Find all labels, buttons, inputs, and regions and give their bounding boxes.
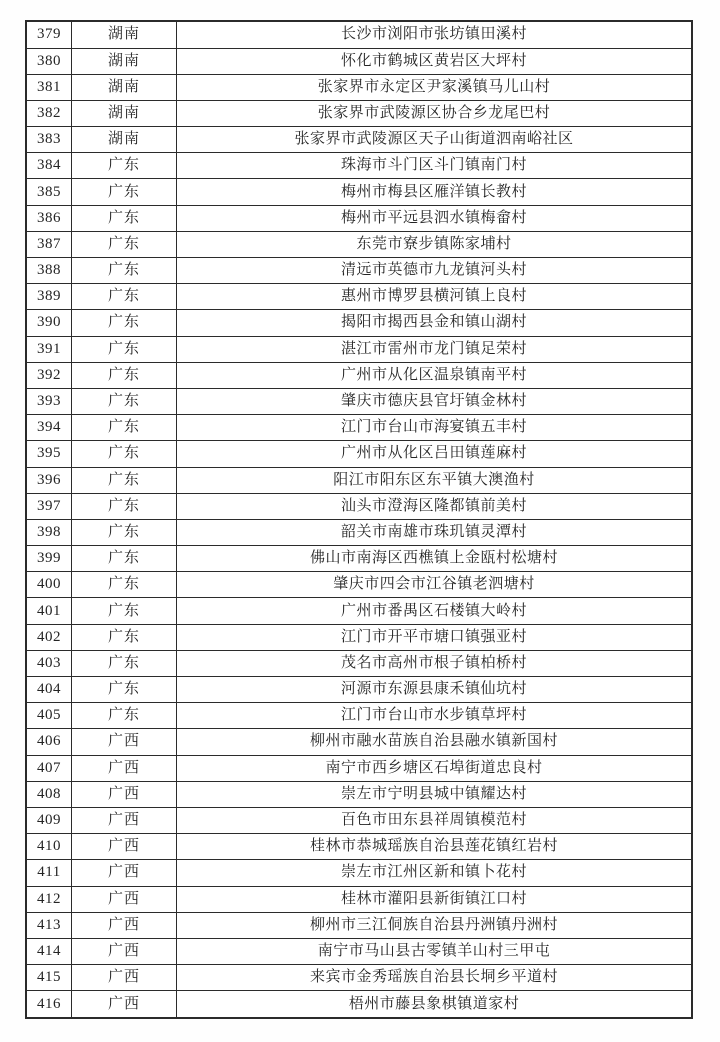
row-number-cell: 389	[26, 284, 72, 310]
row-number-cell: 395	[26, 441, 72, 467]
province-cell: 广西	[72, 755, 177, 781]
province-cell: 广西	[72, 860, 177, 886]
row-number-cell: 402	[26, 624, 72, 650]
row-number-cell: 394	[26, 415, 72, 441]
row-number-cell: 408	[26, 781, 72, 807]
province-cell: 湖南	[72, 21, 177, 48]
province-cell: 广东	[72, 598, 177, 624]
province-cell: 广西	[72, 729, 177, 755]
row-number-cell: 404	[26, 677, 72, 703]
row-number-cell: 387	[26, 231, 72, 257]
row-number-cell: 382	[26, 100, 72, 126]
row-number-cell: 390	[26, 310, 72, 336]
village-name-cell: 梅州市平远县泗水镇梅畲村	[177, 205, 693, 231]
province-cell: 广东	[72, 441, 177, 467]
row-number-cell: 385	[26, 179, 72, 205]
province-cell: 广东	[72, 231, 177, 257]
row-number-cell: 414	[26, 938, 72, 964]
village-name-cell: 长沙市浏阳市张坊镇田溪村	[177, 21, 693, 48]
village-name-cell: 湛江市雷州市龙门镇足荣村	[177, 336, 693, 362]
village-name-cell: 韶关市南雄市珠玑镇灵潭村	[177, 519, 693, 545]
village-name-cell: 阳江市阳东区东平镇大澳渔村	[177, 467, 693, 493]
village-name-cell: 江门市台山市水步镇草坪村	[177, 703, 693, 729]
table-row	[26, 703, 692, 729]
table-row	[26, 153, 692, 179]
province-cell: 广西	[72, 834, 177, 860]
province-cell: 广西	[72, 938, 177, 964]
province-cell: 广东	[72, 258, 177, 284]
row-number-cell: 392	[26, 362, 72, 388]
row-number-cell: 410	[26, 834, 72, 860]
village-name-cell: 惠州市博罗县横河镇上良村	[177, 284, 693, 310]
table-row	[26, 650, 692, 676]
province-cell: 广西	[72, 807, 177, 833]
row-number-cell: 403	[26, 650, 72, 676]
province-cell: 湖南	[72, 100, 177, 126]
province-cell: 广东	[72, 205, 177, 231]
province-cell: 广东	[72, 336, 177, 362]
row-number-cell: 413	[26, 912, 72, 938]
table-row	[26, 729, 692, 755]
table-row	[26, 938, 692, 964]
village-name-cell: 桂林市恭城瑶族自治县莲花镇红岩村	[177, 834, 693, 860]
province-cell: 广东	[72, 310, 177, 336]
village-name-cell: 怀化市鹤城区黄岩区大坪村	[177, 48, 693, 74]
province-cell: 广东	[72, 624, 177, 650]
village-name-cell: 江门市开平市塘口镇强亚村	[177, 624, 693, 650]
table-row	[26, 860, 692, 886]
province-cell: 广东	[72, 650, 177, 676]
village-name-cell: 张家界市武陵源区天子山街道泗南峪社区	[177, 127, 693, 153]
province-cell: 广西	[72, 965, 177, 991]
village-name-cell: 柳州市融水苗族自治县融水镇新国村	[177, 729, 693, 755]
province-cell: 广东	[72, 519, 177, 545]
village-name-cell: 百色市田东县祥周镇模范村	[177, 807, 693, 833]
village-name-cell: 佛山市南海区西樵镇上金瓯村松塘村	[177, 546, 693, 572]
table-row	[26, 388, 692, 414]
province-cell: 广东	[72, 415, 177, 441]
table-row	[26, 912, 692, 938]
village-name-cell: 肇庆市德庆县官圩镇金林村	[177, 388, 693, 414]
row-number-cell: 409	[26, 807, 72, 833]
table-row	[26, 546, 692, 572]
province-cell: 湖南	[72, 127, 177, 153]
table-row	[26, 991, 692, 1018]
village-name-cell: 广州市从化区吕田镇莲麻村	[177, 441, 693, 467]
village-table-body	[26, 21, 692, 1018]
province-cell: 湖南	[72, 74, 177, 100]
table-row	[26, 100, 692, 126]
province-cell: 广东	[72, 362, 177, 388]
province-cell: 广西	[72, 886, 177, 912]
village-name-cell: 河源市东源县康禾镇仙坑村	[177, 677, 693, 703]
village-name-cell: 梅州市梅县区雁洋镇长教村	[177, 179, 693, 205]
village-name-cell: 茂名市高州市根子镇柏桥村	[177, 650, 693, 676]
row-number-cell: 383	[26, 127, 72, 153]
village-name-cell: 崇左市宁明县城中镇耀达村	[177, 781, 693, 807]
table-row	[26, 519, 692, 545]
province-cell: 广西	[72, 991, 177, 1018]
row-number-cell: 381	[26, 74, 72, 100]
village-name-cell: 梧州市藤县象棋镇道家村	[177, 991, 693, 1018]
row-number-cell: 391	[26, 336, 72, 362]
table-row	[26, 179, 692, 205]
table-row	[26, 336, 692, 362]
village-name-cell: 南宁市西乡塘区石埠街道忠良村	[177, 755, 693, 781]
village-name-cell: 广州市番禺区石楼镇大岭村	[177, 598, 693, 624]
row-number-cell: 412	[26, 886, 72, 912]
row-number-cell: 400	[26, 572, 72, 598]
table-row	[26, 834, 692, 860]
table-row	[26, 781, 692, 807]
row-number-cell: 396	[26, 467, 72, 493]
village-name-cell: 来宾市金秀瑶族自治县长垌乡平道村	[177, 965, 693, 991]
village-name-cell: 清远市英德市九龙镇河头村	[177, 258, 693, 284]
table-row	[26, 127, 692, 153]
table-row	[26, 21, 692, 48]
table-row	[26, 258, 692, 284]
table-row	[26, 362, 692, 388]
row-number-cell: 415	[26, 965, 72, 991]
village-name-cell: 江门市台山市海宴镇五丰村	[177, 415, 693, 441]
village-name-cell: 肇庆市四会市江谷镇老泗塘村	[177, 572, 693, 598]
province-cell: 广东	[72, 284, 177, 310]
village-name-cell: 南宁市马山县古零镇羊山村三甲屯	[177, 938, 693, 964]
village-name-cell: 东莞市寮步镇陈家埔村	[177, 231, 693, 257]
village-name-cell: 桂林市灌阳县新街镇江口村	[177, 886, 693, 912]
table-row	[26, 677, 692, 703]
table-row	[26, 965, 692, 991]
province-cell: 湖南	[72, 48, 177, 74]
table-row	[26, 886, 692, 912]
table-row	[26, 467, 692, 493]
row-number-cell: 399	[26, 546, 72, 572]
table-row	[26, 755, 692, 781]
table-row	[26, 48, 692, 74]
row-number-cell: 384	[26, 153, 72, 179]
table-row	[26, 493, 692, 519]
province-cell: 广西	[72, 912, 177, 938]
row-number-cell: 397	[26, 493, 72, 519]
row-number-cell: 379	[26, 21, 72, 48]
table-row	[26, 310, 692, 336]
row-number-cell: 388	[26, 258, 72, 284]
table-row	[26, 284, 692, 310]
village-name-cell: 广州市从化区温泉镇南平村	[177, 362, 693, 388]
table-row	[26, 572, 692, 598]
province-cell: 广东	[72, 153, 177, 179]
table-row	[26, 231, 692, 257]
table-row	[26, 415, 692, 441]
province-cell: 广东	[72, 493, 177, 519]
row-number-cell: 401	[26, 598, 72, 624]
row-number-cell: 416	[26, 991, 72, 1018]
table-row	[26, 441, 692, 467]
table-row	[26, 74, 692, 100]
village-name-cell: 柳州市三江侗族自治县丹洲镇丹洲村	[177, 912, 693, 938]
village-name-cell: 揭阳市揭西县金和镇山湖村	[177, 310, 693, 336]
row-number-cell: 411	[26, 860, 72, 886]
row-number-cell: 393	[26, 388, 72, 414]
province-cell: 广东	[72, 703, 177, 729]
table-row	[26, 624, 692, 650]
province-cell: 广西	[72, 781, 177, 807]
row-number-cell: 406	[26, 729, 72, 755]
table-row	[26, 598, 692, 624]
village-name-cell: 汕头市澄海区隆都镇前美村	[177, 493, 693, 519]
province-cell: 广东	[72, 179, 177, 205]
village-name-cell: 张家界市永定区尹家溪镇马儿山村	[177, 74, 693, 100]
province-cell: 广东	[72, 467, 177, 493]
province-cell: 广东	[72, 572, 177, 598]
village-list-table	[25, 20, 693, 1019]
row-number-cell: 398	[26, 519, 72, 545]
village-name-cell: 珠海市斗门区斗门镇南门村	[177, 153, 693, 179]
row-number-cell: 407	[26, 755, 72, 781]
table-row	[26, 205, 692, 231]
row-number-cell: 386	[26, 205, 72, 231]
province-cell: 广东	[72, 546, 177, 572]
row-number-cell: 380	[26, 48, 72, 74]
province-cell: 广东	[72, 388, 177, 414]
village-name-cell: 崇左市江州区新和镇卜花村	[177, 860, 693, 886]
table-row	[26, 807, 692, 833]
row-number-cell: 405	[26, 703, 72, 729]
village-name-cell: 张家界市武陵源区协合乡龙尾巴村	[177, 100, 693, 126]
province-cell: 广东	[72, 677, 177, 703]
